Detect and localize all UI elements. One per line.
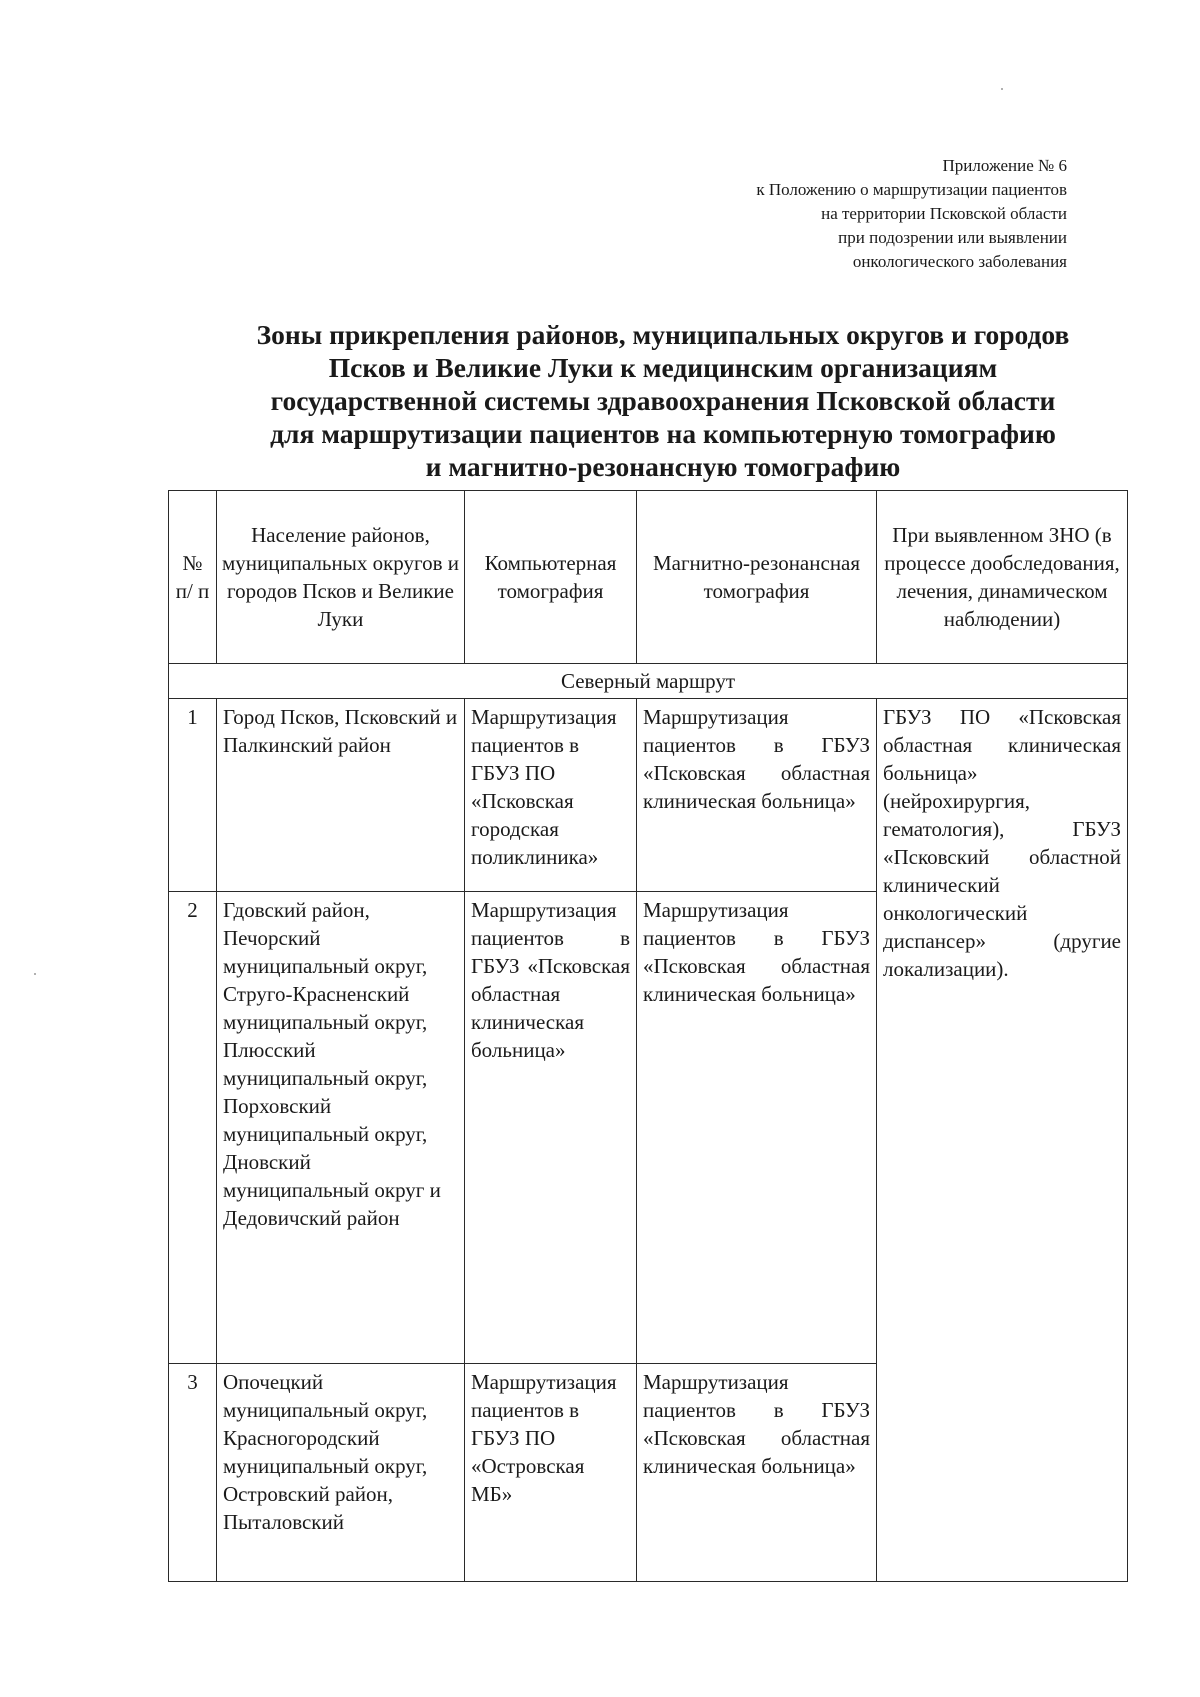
title-line: Псков и Великие Луки к медицинским организациям bbox=[328, 352, 998, 383]
annex-line: онкологического заболевания bbox=[852, 252, 1067, 271]
routing-table bbox=[168, 490, 1128, 1582]
row-mri: Маршрутизация пациентов в ГБУЗ «Псковская областная клиническая больница» bbox=[637, 699, 877, 892]
row-mri: Маршрутизация пациентов в ГБУЗ «Псковская областная клиническая больница» bbox=[637, 1364, 877, 1582]
title-line: и магнитно-резонансную томографию bbox=[425, 451, 901, 482]
row-population: Опочецкий муниципальный округ, Красногородский муниципальный округ, Островский район, Пыталовский bbox=[217, 1364, 465, 1582]
row-population: Город Псков, Псковский и Палкинский район bbox=[217, 699, 465, 892]
row-mri: Маршрутизация пациентов в ГБУЗ «Псковская областная клиническая больница» bbox=[637, 892, 877, 1364]
title-line: государственной системы здравоохранения Псковской области bbox=[270, 385, 1056, 416]
table-row bbox=[169, 699, 1128, 892]
col-header-zno: При выявленном ЗНО (в процессе дообследования, лечения, динамическом наблюдении) bbox=[877, 491, 1128, 664]
col-header-mri: Магнитно-резонансная томография bbox=[637, 491, 877, 664]
title-line: Зоны прикрепления районов, муниципальных округов и городов bbox=[256, 319, 1070, 350]
row-ct: Маршрутизация пациентов в ГБУЗ ПО «Островская МБ» bbox=[465, 1364, 637, 1582]
row-population: Гдовский район, Печорский муниципальный округ, Струго-Красненский муниципальный округ, Плюсский муниципальный округ, Порховский муниципальный округ, Дновский муниципальный округ и Дедовичский район bbox=[217, 892, 465, 1364]
annex-note bbox=[547, 154, 1067, 274]
row-number: 2 bbox=[169, 892, 217, 1364]
row-number: 3 bbox=[169, 1364, 217, 1582]
col-header-ct: Компьютерная томография bbox=[465, 491, 637, 664]
row-number: 1 bbox=[169, 699, 217, 892]
annex-line: к Положению о маршрутизации пациентов bbox=[756, 180, 1067, 199]
row-ct: Маршрутизация пациентов в ГБУЗ ПО «Псковская городская поликлиника» bbox=[465, 699, 637, 892]
section-title: Северный маршрут bbox=[169, 664, 1128, 699]
row-ct: Маршрутизация пациентов в ГБУЗ «Псковская областная клиническая больница» bbox=[465, 892, 637, 1364]
col-header-num: № п/ п bbox=[169, 491, 217, 664]
zno-cell: ГБУЗ ПО «Псковская областная клиническая больница» (нейрохирургия, гематология), ГБУЗ «Псковский областной клинический онкологический диспансер» (другие локализации). bbox=[877, 699, 1128, 1582]
annex-line: Приложение № 6 bbox=[942, 156, 1067, 175]
document-title bbox=[168, 318, 1158, 483]
annex-line: на территории Псковской области bbox=[821, 204, 1067, 223]
col-header-population: Население районов, муниципальных округов и городов Псков и Великие Луки bbox=[217, 491, 465, 664]
scan-speck bbox=[34, 973, 36, 975]
title-line: для маршрутизации пациентов на компьютерную томографию bbox=[270, 418, 1056, 449]
header-row bbox=[169, 491, 1128, 664]
annex-line: при подозрении или выявлении bbox=[838, 228, 1067, 247]
scan-speck bbox=[1001, 88, 1003, 90]
section-row bbox=[169, 664, 1128, 699]
